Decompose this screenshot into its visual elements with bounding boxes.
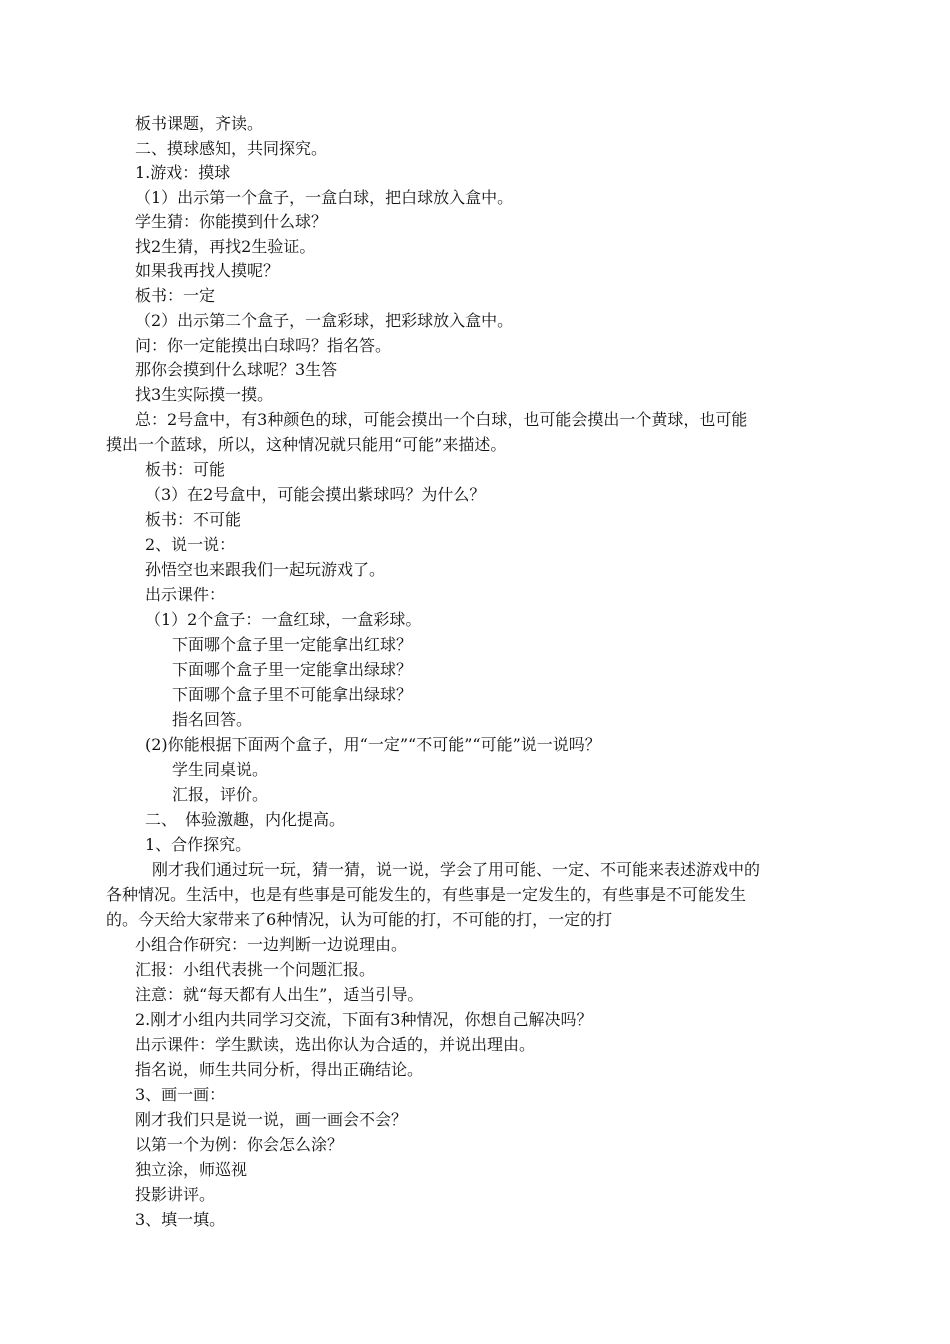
subsection-heading: 3、画一画： (135, 1085, 226, 1104)
text-line: 孙悟空也来跟我们一起玩游戏了。 (145, 560, 386, 579)
text-line: 小组合作研究：一边判断一边说理由。 (135, 935, 408, 954)
text-line: 各种情况。生活中，也是有些事是可能发生的，有些事是一定发生的，有些事是不可能发生 (106, 885, 747, 904)
text-line: 如果我再找人摸呢？ (135, 261, 280, 280)
subsection-heading: 2.刚才小组内共同学习交流，下面有3种情况，你想自己解决吗？ (135, 1010, 593, 1029)
text-line: 注意：就“每天都有人出生”，适当引导。 (135, 985, 424, 1004)
text-line: 汇报，评价。 (172, 785, 269, 804)
text-line: （1）出示第一个盒子，一盒白球，把白球放入盒中。 (135, 188, 514, 207)
text-line: 的。今天给大家带来了6种情况，认为可能的打，不可能的打，一定的打 (106, 910, 613, 929)
text-line: 找2生猜，再找2生验证。 (135, 237, 316, 256)
text-line: 板书课题，齐读。 (135, 114, 264, 133)
text-line: （1）2个盒子：一盒红球，一盒彩球。 (145, 610, 422, 629)
text-line: 指名说，师生共同分析，得出正确结论。 (135, 1060, 424, 1079)
subsection-heading: 1.游戏：摸球 (135, 163, 231, 182)
section-heading: 二、摸球感知，共同探究。 (135, 139, 328, 158)
text-line: 摸出一个蓝球，所以，这种情况就只能用“可能”来描述。 (106, 435, 507, 454)
text-line: (2)你能根据下面两个盒子，用“一定”“不可能”“可能”说一说吗？ (145, 735, 601, 754)
subsection-heading: 2、说一说： (145, 535, 236, 554)
subsection-heading: 1、合作探究。 (145, 835, 252, 854)
text-line: 下面哪个盒子里一定能拿出绿球？ (172, 660, 413, 679)
subsection-heading: 3、填一填。 (135, 1210, 226, 1229)
text-line: 板书：不可能 (145, 510, 242, 529)
text-line: 指名回答。 (172, 710, 253, 729)
section-heading: 二、 体验激趣，内化提高。 (145, 810, 346, 829)
text-line: （2）出示第二个盒子，一盒彩球，把彩球放入盒中。 (135, 311, 514, 330)
text-line: 独立涂，师巡视 (135, 1160, 248, 1179)
text-line: 学生同桌说。 (172, 760, 269, 779)
text-line: 板书：一定 (135, 286, 216, 305)
text-line: 找3生实际摸一摸。 (135, 385, 274, 404)
text-line: 出示课件：学生默读，选出你认为合适的，并说出理由。 (135, 1035, 536, 1054)
text-line: 下面哪个盒子里一定能拿出红球？ (172, 635, 413, 654)
text-line: 问：你一定能摸出白球吗？指名答。 (135, 336, 392, 355)
text-line: 学生猜：你能摸到什么球？ (135, 212, 328, 231)
text-line: 投影讲评。 (135, 1185, 216, 1204)
text-line: 以第一个为例：你会怎么涂？ (135, 1135, 344, 1154)
text-line: 那你会摸到什么球呢？3生答 (135, 360, 338, 379)
text-line: （3）在2号盒中，可能会摸出紫球吗？为什么？ (145, 485, 486, 504)
text-line: 刚才我们只是说一说，画一画会不会？ (135, 1110, 408, 1129)
text-line: 下面哪个盒子里不可能拿出绿球？ (172, 685, 413, 704)
text-line: 出示课件： (145, 585, 226, 604)
text-line: 总：2号盒中，有3种颜色的球，可能会摸出一个白球，也可能会摸出一个黄球，也可能 (135, 410, 748, 429)
text-line: 汇报：小组代表挑一个问题汇报。 (135, 960, 376, 979)
text-line: 刚才我们通过玩一玩，猜一猜，说一说，学会了用可能、一定、不可能来表述游戏中的 (152, 860, 761, 879)
text-line: 板书：可能 (145, 460, 226, 479)
